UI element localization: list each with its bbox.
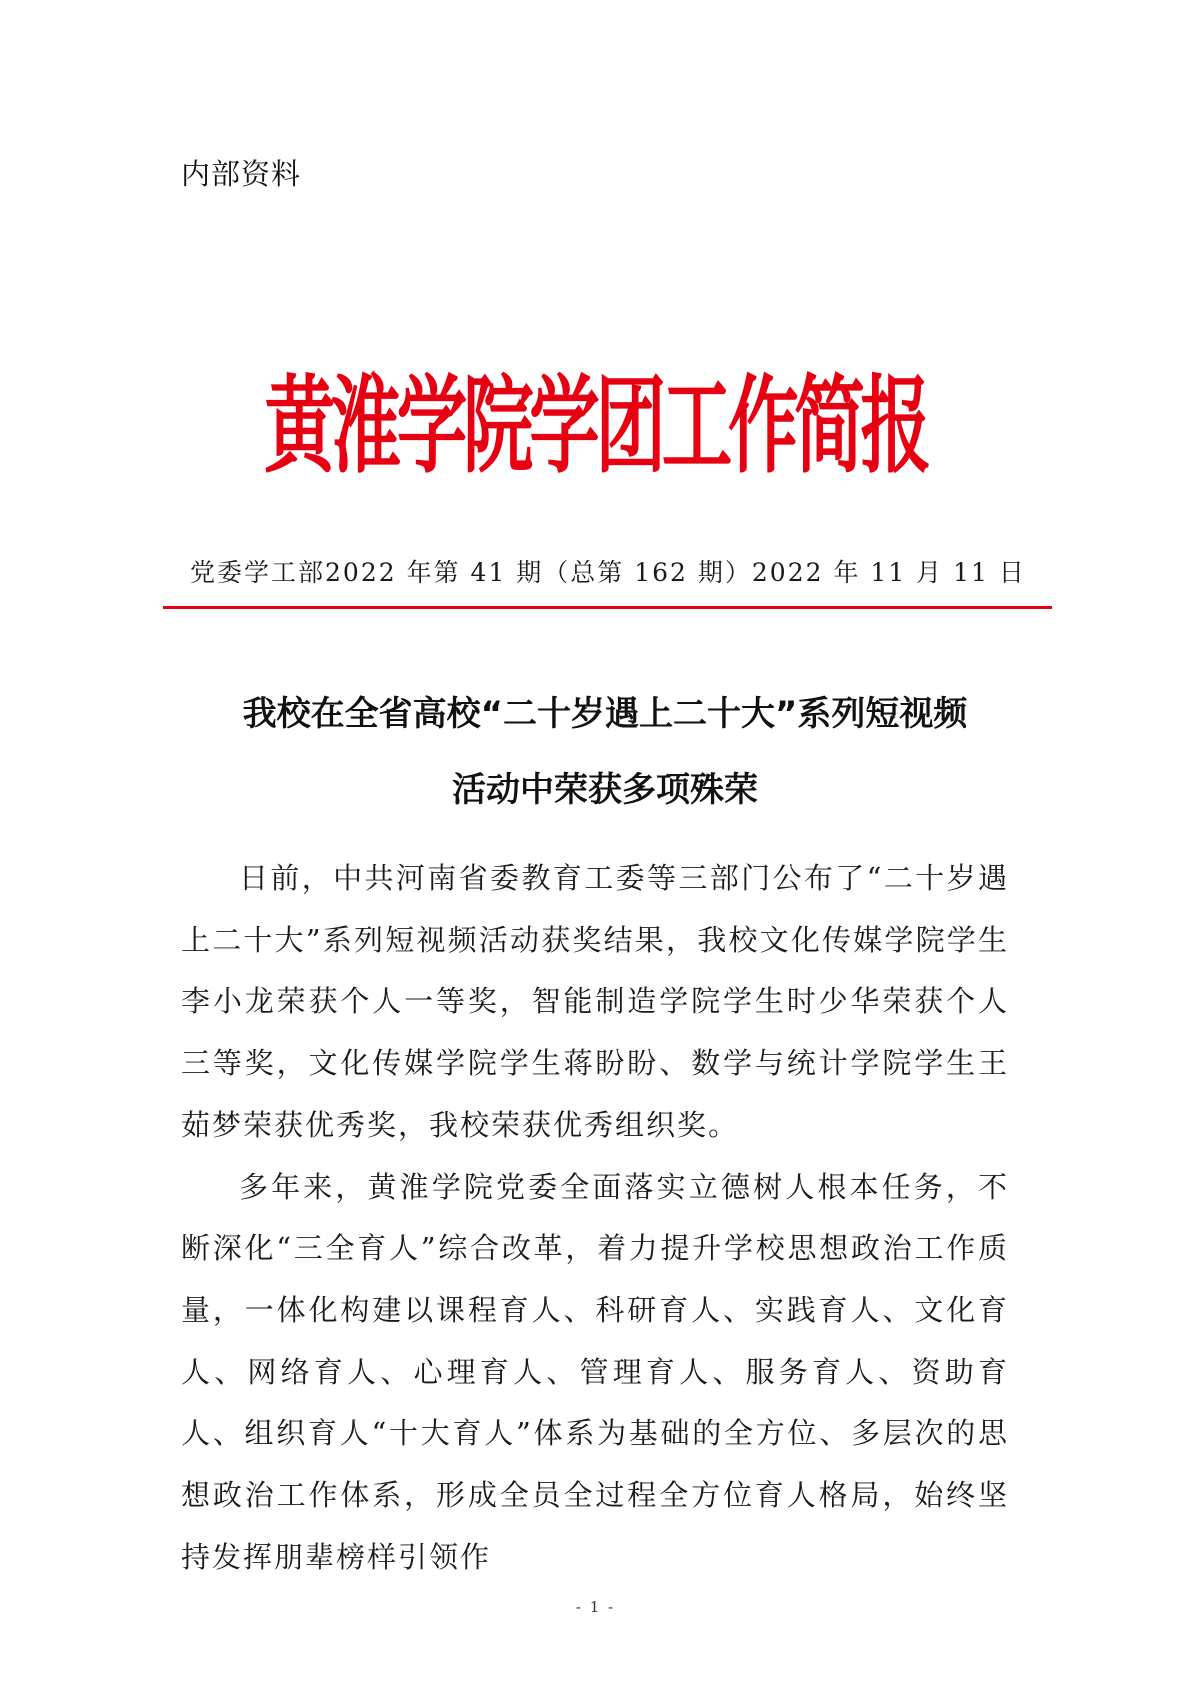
issue-date: 2022 年 11 月 11 日 bbox=[751, 558, 1026, 587]
page-number: - 1 - bbox=[575, 1598, 616, 1616]
article-title-line-1: 我校在全省高校“二十岁遇上二十大”系列短视频 bbox=[242, 694, 968, 734]
issue-number: 2022 年第 41 期（总第 162 期） bbox=[325, 558, 752, 587]
article-body bbox=[181, 848, 1009, 1588]
body-paragraph: 多年来，黄淮学院党委全面落实立德树人根本任务，不断深化“三全育人”综合改革，着力提升学校思想政治工作质量，一体化构建以课程育人、科研育人、实践育人、文化育人、网络育人、心理育人、管理育人、服务育人、资助育人、组织育人“十大育人”体系为基础的全方位、多层次的思想政治工作体系，形成全员全过程全方位育人格局，始终坚持发挥朋辈榜样引领作 bbox=[181, 1169, 1009, 1574]
article-title bbox=[160, 676, 1050, 828]
internal-material-label: 内部资料 bbox=[181, 157, 302, 191]
body-paragraph: 日前，中共河南省委教育工委等三部门公布了“二十岁遇上二十大”系列短视频活动获奖结果，我校文化传媒学院学生李小龙荣获个人一等奖，智能制造学院学生时少华荣获个人三等奖，文化传媒学院学生蒋盼盼、数学与统计学院学生王茹梦荣获优秀奖，我校荣获优秀组织奖。 bbox=[181, 861, 1009, 1142]
red-divider-rule bbox=[163, 606, 1052, 609]
issue-info-line bbox=[190, 553, 1026, 589]
issuer-department: 党委学工部 bbox=[190, 558, 326, 587]
article-title-line-2: 活动中荣获多项殊荣 bbox=[452, 770, 758, 810]
newsletter-masthead: 黄淮学院学团工作简报 bbox=[264, 365, 927, 489]
